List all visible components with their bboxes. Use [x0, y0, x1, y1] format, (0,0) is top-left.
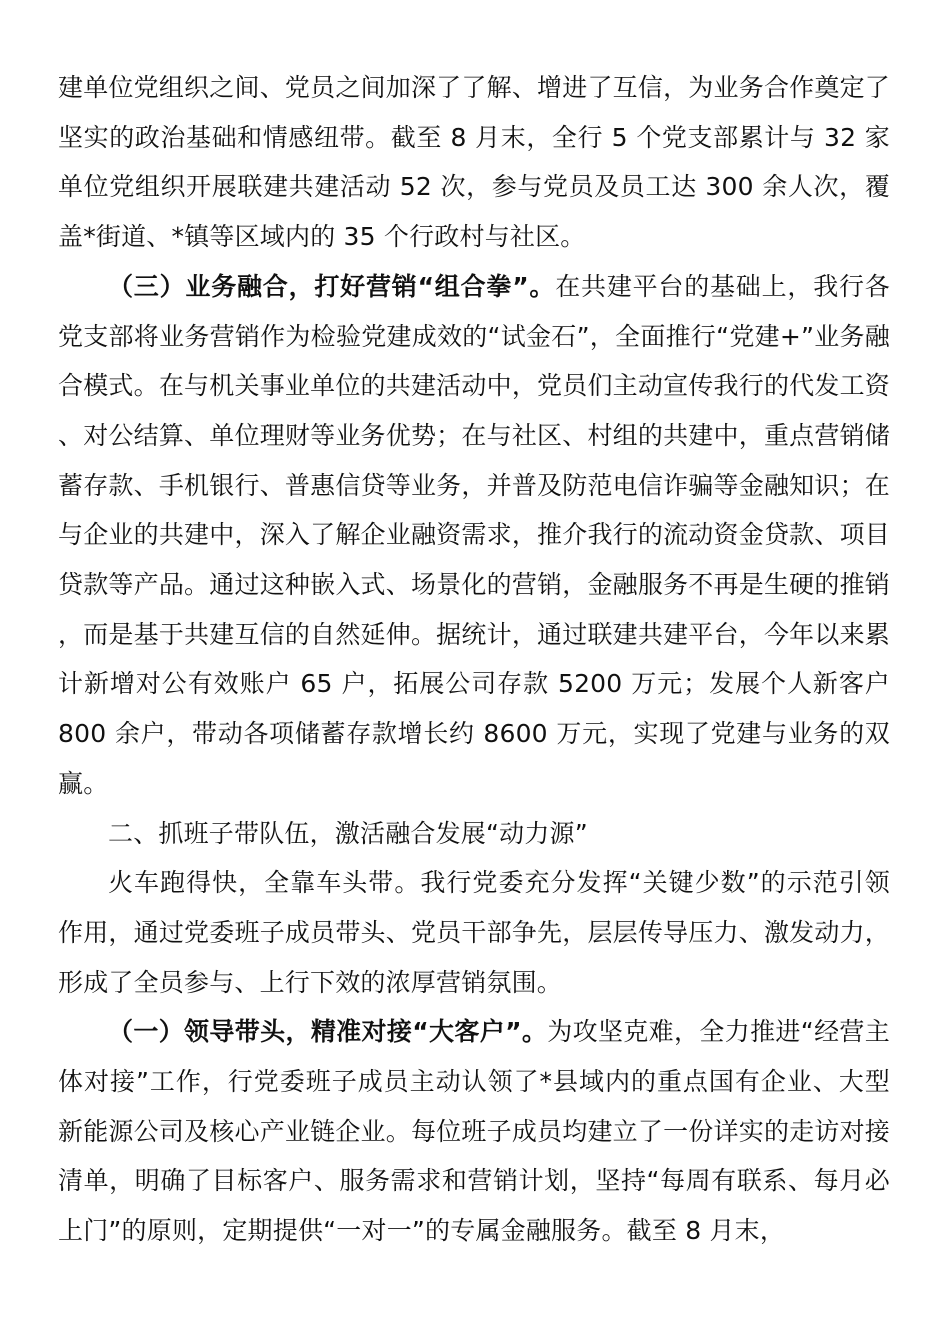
document-body [58, 63, 890, 1256]
paragraph-leadership [58, 1007, 890, 1256]
paragraph-text: 火车跑得快，全靠车头带。我行党委充分发挥“关键少数”的示范引领作用，通过党委班子成员带头、党员干部争先，层层传导压力、激发动力，形成了全员参与、上行下效的浓厚营销氛围。 [58, 868, 890, 997]
section-title-team-building [58, 809, 890, 859]
section-title-text: 二、抓班子带队伍，激活融合发展“动力源” [108, 818, 588, 848]
paragraph-text: 在共建平台的基础上，我行各党支部将业务营销作为检验党建成效的“试金石”，全面推行“党建+”业务融合模式。在与机关事业单位的共建活动中，党员们主动宣传我行的代发工资、对公结算、单位理财等业务优势；在与社区、村组的共建中，重点营销储蓄存款、手机银行、普惠信贷等业务，并普及防范电信诈骗等金融知识；在与企业的共建中，深入了解企业融资需求，推介我行的流动资金贷款、项目贷款等产品。通过这种嵌入式、场景化的营销，金融服务不再是生硬的推销，而是基于共建互信的自然延伸。据统计，通过联建共建平台，今年以来累计新增对公有效账户 65 户，拓展公司存款 5200 万元；发展个人新客户 800 余户，带动各项储蓄存款增长约 8600 万元，实现了党建与业务的双赢。 [58, 271, 890, 798]
paragraph-business-integration [58, 262, 890, 809]
paragraph-continuation [58, 63, 890, 262]
paragraph-team-building-intro [58, 858, 890, 1007]
paragraph-text: 建单位党组织之间、党员之间加深了了解、增进了互信，为业务合作奠定了坚实的政治基础和情感纽带。截至 8 月末，全行 5 个党支部累计与 32 家单位党组织开展联建共建活动 52 次，参与党员及员工达 300 余人次，覆盖*街道、*镇等区域内的 35 个行政村与社区。 [58, 73, 890, 252]
paragraph-text: 为攻坚克难，全力推进“经营主体对接”工作，行党委班子成员主动认领了*县域内的重点国有企业、大型新能源公司及核心产业链企业。每位班子成员均建立了一份详实的走访对接清单，明确了目标客户、服务需求和营销计划，坚持“每周有联系、每月必上门”的原则，定期提供“一对一”的专属金融服务。截至 8 月末， [58, 1017, 890, 1246]
section-heading-leadership: （一）领导带头，精准对接“大客户”。 [108, 1017, 548, 1047]
section-heading-business-integration: （三）业务融合，打好营销“组合拳”。 [108, 271, 556, 301]
